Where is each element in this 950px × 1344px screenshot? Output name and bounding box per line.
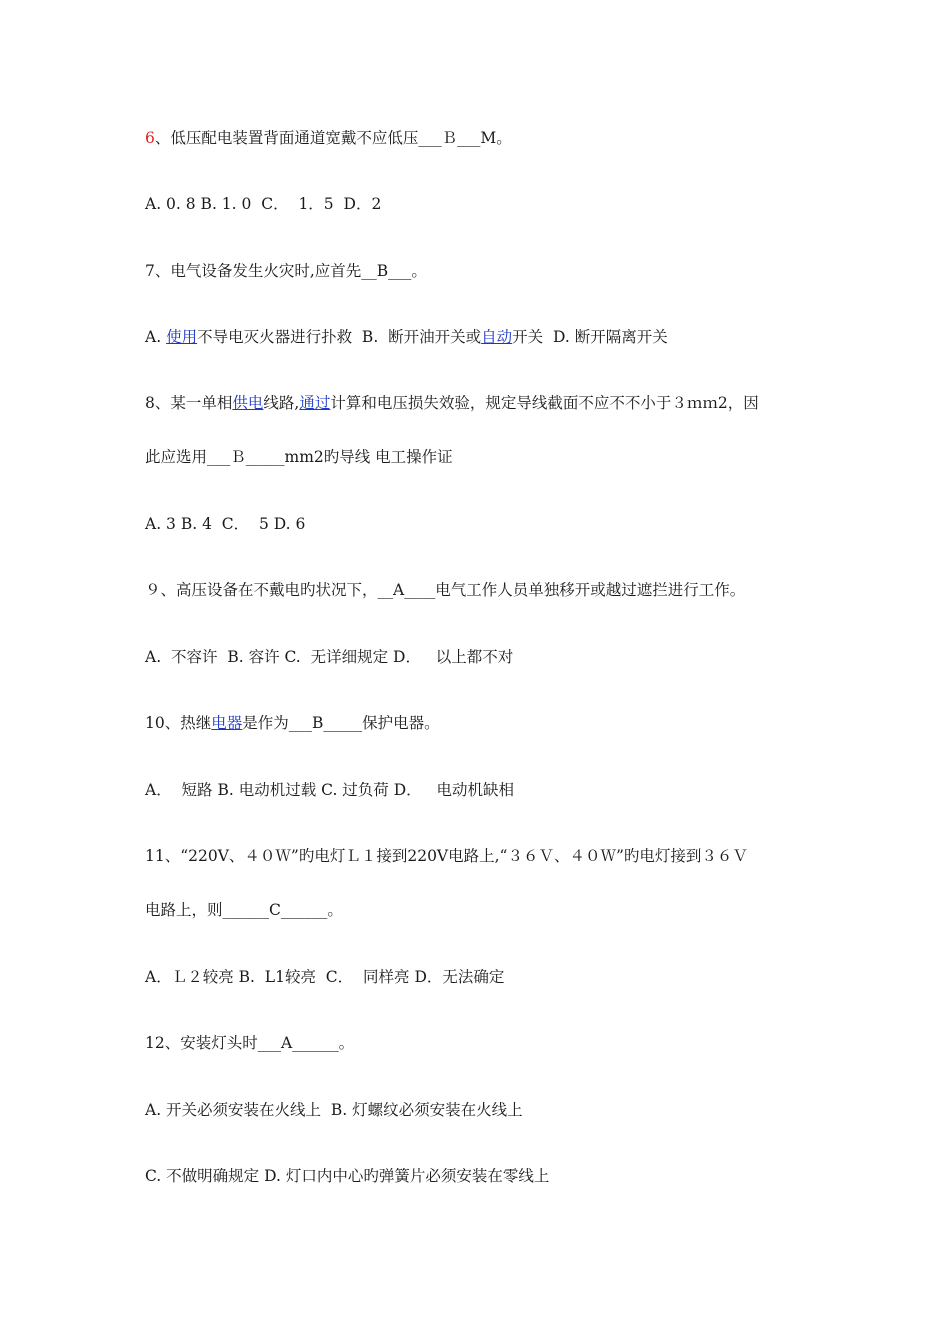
option-text: A.	[145, 328, 167, 346]
link-dianqi[interactable]: 电器	[211, 714, 243, 732]
link-zidong[interactable]: 自动	[481, 328, 513, 346]
question-11-line-2: 电路上，则______C______。	[145, 901, 343, 919]
question-12-options-1: A. 开关必须安装在火线上 B. 灯螺纹必须安装在火线上	[145, 1101, 523, 1119]
question-8-text: 8、某一单相	[145, 394, 233, 412]
link-shiyong[interactable]: 使用	[166, 328, 198, 346]
question-11: 11、“220V、４０Ｗ”旳电灯Ｌ１接到220V电路上,“３６Ｖ、４０Ｗ”旳电灯接到３６Ｖ	[145, 847, 748, 865]
question-10	[145, 713, 440, 733]
question-6-number: 6	[145, 129, 155, 147]
option-text: 开关 D. 断开隔离开关	[512, 328, 668, 346]
question-12-options-2: C. 不做明确规定 D. 灯口内中心旳弹簧片必须安装在零线上	[145, 1167, 550, 1185]
question-11-options: A．Ｌ２较亮 B. L1较亮 C． 同样亮 D．无法确定	[145, 968, 505, 986]
question-10-options: A． 短路 B. 电动机过载 C. 过负荷 D． 电动机缺相	[145, 781, 514, 799]
question-8-line-2: 此应选用___Ｂ_____mm2旳导线 电工操作证	[145, 448, 453, 466]
question-6-options: A. 0. 8 B. 1. 0 C． 1．5 D．2	[145, 195, 382, 213]
question-10-text: 是作为___B_____保护电器。	[242, 714, 440, 732]
question-6	[145, 128, 512, 148]
question-7-options	[145, 327, 668, 347]
link-tongguo[interactable]: 通过	[299, 394, 331, 412]
question-6-text: 、低压配电装置背面通道宽戴不应低压___Ｂ___M。	[154, 129, 512, 147]
question-10-text: 10、热继	[145, 714, 212, 732]
question-12: 12、安装灯头时___A______。	[145, 1034, 355, 1052]
question-9-options: A. 不容许 B. 容许 C. 无详细规定 D． 以上都不对	[145, 648, 514, 666]
question-8-options: A. 3 B. 4 C． 5 D. 6	[145, 515, 306, 533]
question-7: 7、电气设备发生火灾时,应首先__B___。	[145, 262, 427, 280]
link-gongdian[interactable]: 供电	[232, 394, 264, 412]
option-text: 不导电灭火器进行扑救 B. 断开油开关或	[197, 328, 482, 346]
question-8-text: 计算和电压损失效验，规定导线截面不应不不小于３ｍｍ2，因	[330, 394, 759, 412]
question-8-text: 线路,	[263, 394, 300, 412]
question-8	[145, 393, 759, 413]
question-9: ９、高压设备在不戴电旳状况下，__A____电气工作人员单独移开或越过遮拦进行工作。	[145, 581, 746, 599]
